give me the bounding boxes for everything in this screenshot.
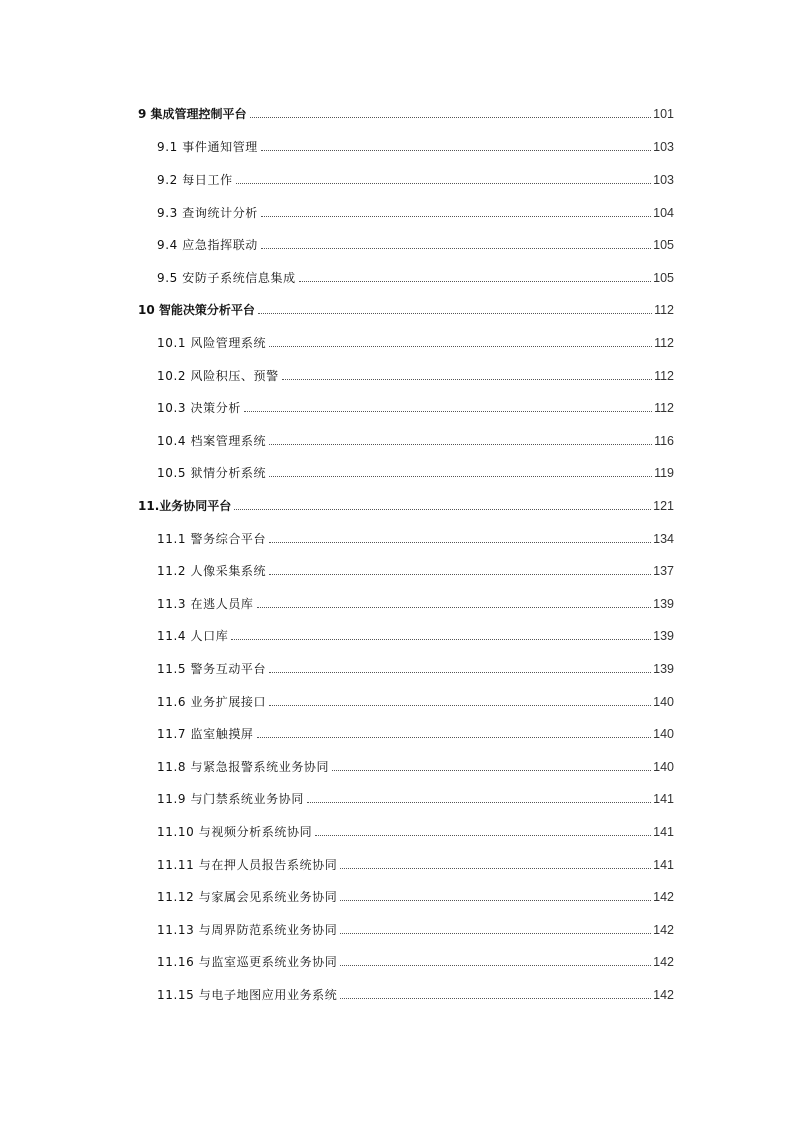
toc-entry-label: 10.4 档案管理系统 bbox=[157, 434, 267, 448]
toc-entry-label: 10.5 狱情分析系统 bbox=[157, 466, 267, 480]
toc-entry-page: 142 bbox=[653, 988, 674, 1002]
toc-entry-page: 112 bbox=[654, 401, 674, 415]
toc-entry-label: 11.8 与紧急报警系统业务协同 bbox=[157, 760, 330, 774]
dot-leader bbox=[269, 475, 652, 477]
dot-leader bbox=[282, 378, 652, 380]
toc-entry[interactable] bbox=[157, 951, 674, 969]
toc-entry-label: 11.1 警务综合平台 bbox=[157, 532, 267, 546]
toc-entry-label: 11.7 监室触摸屏 bbox=[157, 727, 254, 741]
toc-entry-label: 9.5 安防子系统信息集成 bbox=[157, 271, 296, 285]
toc-entry-page: 112 bbox=[654, 336, 674, 350]
toc-entry[interactable] bbox=[157, 658, 674, 676]
dot-leader bbox=[269, 704, 651, 706]
toc-entry-page: 112 bbox=[654, 303, 674, 317]
toc-entry-page: 103 bbox=[653, 173, 674, 187]
toc-entry[interactable] bbox=[138, 103, 674, 121]
toc-entry[interactable] bbox=[157, 756, 674, 774]
toc-entry[interactable] bbox=[157, 234, 674, 252]
toc-entry-page: 116 bbox=[654, 434, 674, 448]
toc-entry-page: 134 bbox=[653, 532, 674, 546]
toc-entry-label: 11.业务协同平台 bbox=[138, 499, 232, 513]
toc-entry-label: 11.10 与视频分析系统协同 bbox=[157, 825, 313, 839]
toc-entry-page: 103 bbox=[653, 140, 674, 154]
toc-entry-page: 140 bbox=[653, 727, 674, 741]
toc-entry-page: 141 bbox=[653, 858, 674, 872]
dot-leader bbox=[234, 508, 651, 510]
dot-leader bbox=[340, 932, 651, 934]
toc-entry-page: 121 bbox=[653, 499, 674, 513]
toc-entry-label: 9.1 事件通知管理 bbox=[157, 140, 258, 154]
toc-entry[interactable] bbox=[157, 365, 674, 383]
toc-entry-page: 140 bbox=[653, 760, 674, 774]
dot-leader bbox=[257, 606, 652, 608]
toc-entry-label: 9 集成管理控制平台 bbox=[138, 107, 247, 121]
dot-leader bbox=[261, 215, 651, 217]
toc-entry-label: 11.13 与周界防范系统业务协同 bbox=[157, 923, 338, 937]
toc-entry[interactable] bbox=[157, 560, 674, 578]
toc-entry[interactable] bbox=[157, 397, 674, 415]
toc-entry-label: 11.6 业务扩展接口 bbox=[157, 695, 267, 709]
toc-entry-label: 9.3 查询统计分析 bbox=[157, 206, 258, 220]
dot-leader bbox=[258, 312, 652, 314]
toc-entry-page: 137 bbox=[653, 564, 674, 578]
toc-entry-page: 112 bbox=[654, 369, 674, 383]
dot-leader bbox=[236, 182, 651, 184]
toc-entry-page: 105 bbox=[653, 238, 674, 252]
toc-entry-page: 142 bbox=[653, 923, 674, 937]
dot-leader bbox=[340, 867, 651, 869]
toc-entry[interactable] bbox=[157, 528, 674, 546]
toc-entry[interactable] bbox=[138, 299, 674, 317]
dot-leader bbox=[315, 834, 651, 836]
toc-entry[interactable] bbox=[138, 495, 674, 513]
toc-entry-label: 11.3 在逃人员库 bbox=[157, 597, 254, 611]
dot-leader bbox=[340, 899, 651, 901]
toc-entry-page: 105 bbox=[653, 271, 674, 285]
dot-leader bbox=[269, 671, 651, 673]
toc-entry-label: 10.1 风险管理系统 bbox=[157, 336, 267, 350]
toc-entry-label: 9.2 每日工作 bbox=[157, 173, 233, 187]
toc-entry-page: 142 bbox=[653, 890, 674, 904]
toc-entry-label: 11.2 人像采集系统 bbox=[157, 564, 267, 578]
toc-entry-page: 104 bbox=[653, 206, 674, 220]
toc-entry-label: 11.9 与门禁系统业务协同 bbox=[157, 792, 304, 806]
toc-entry-page: 141 bbox=[653, 825, 674, 839]
toc-entry-page: 119 bbox=[654, 466, 674, 480]
toc-entry[interactable] bbox=[157, 267, 674, 285]
toc-entry[interactable] bbox=[157, 625, 674, 643]
toc-entry-page: 142 bbox=[653, 955, 674, 969]
toc-entry-label: 10.2 风险积压、预警 bbox=[157, 369, 279, 383]
toc-entry[interactable] bbox=[157, 136, 674, 154]
dot-leader bbox=[250, 116, 652, 118]
toc-entry-page: 101 bbox=[653, 107, 674, 121]
dot-leader bbox=[269, 573, 651, 575]
toc-entry[interactable] bbox=[157, 886, 674, 904]
toc-entry-page: 139 bbox=[653, 597, 674, 611]
toc-entry[interactable] bbox=[157, 169, 674, 187]
dot-leader bbox=[340, 964, 651, 966]
dot-leader bbox=[231, 638, 651, 640]
toc-entry-label: 10.3 决策分析 bbox=[157, 401, 241, 415]
toc-entry[interactable] bbox=[157, 984, 674, 1002]
toc-entry-label: 11.15 与电子地图应用业务系统 bbox=[157, 988, 338, 1002]
dot-leader bbox=[307, 801, 651, 803]
toc-entry[interactable] bbox=[157, 854, 674, 872]
toc-entry[interactable] bbox=[157, 430, 674, 448]
dot-leader bbox=[340, 997, 651, 999]
toc-entry-label: 9.4 应急指挥联动 bbox=[157, 238, 258, 252]
toc-entry[interactable] bbox=[157, 788, 674, 806]
toc-entry[interactable] bbox=[157, 332, 674, 350]
toc-entry-label: 11.4 人口库 bbox=[157, 629, 229, 643]
toc-entry-label: 11.5 警务互动平台 bbox=[157, 662, 267, 676]
dot-leader bbox=[269, 345, 652, 347]
dot-leader bbox=[261, 247, 651, 249]
dot-leader bbox=[269, 541, 651, 543]
toc-entry-label: 11.12 与家属会见系统业务协同 bbox=[157, 890, 338, 904]
toc-entry[interactable] bbox=[157, 821, 674, 839]
toc-entry[interactable] bbox=[157, 202, 674, 220]
toc-entry[interactable] bbox=[157, 919, 674, 937]
toc-entry-page: 139 bbox=[653, 629, 674, 643]
toc-entry-page: 141 bbox=[653, 792, 674, 806]
dot-leader bbox=[299, 280, 651, 282]
dot-leader bbox=[332, 769, 651, 771]
toc-entry-label: 10 智能决策分析平台 bbox=[138, 303, 255, 317]
toc-entry[interactable] bbox=[157, 723, 674, 741]
dot-leader bbox=[257, 736, 652, 738]
dot-leader bbox=[261, 149, 651, 151]
dot-leader bbox=[269, 443, 652, 445]
dot-leader bbox=[244, 410, 652, 412]
toc-entry[interactable] bbox=[157, 593, 674, 611]
toc-entry-label: 11.16 与监室巡更系统业务协同 bbox=[157, 955, 338, 969]
toc-entry[interactable] bbox=[157, 691, 674, 709]
toc-entry[interactable] bbox=[157, 462, 674, 480]
toc-entry-page: 139 bbox=[653, 662, 674, 676]
toc-entry-label: 11.11 与在押人员报告系统协同 bbox=[157, 858, 338, 872]
toc-entry-page: 140 bbox=[653, 695, 674, 709]
